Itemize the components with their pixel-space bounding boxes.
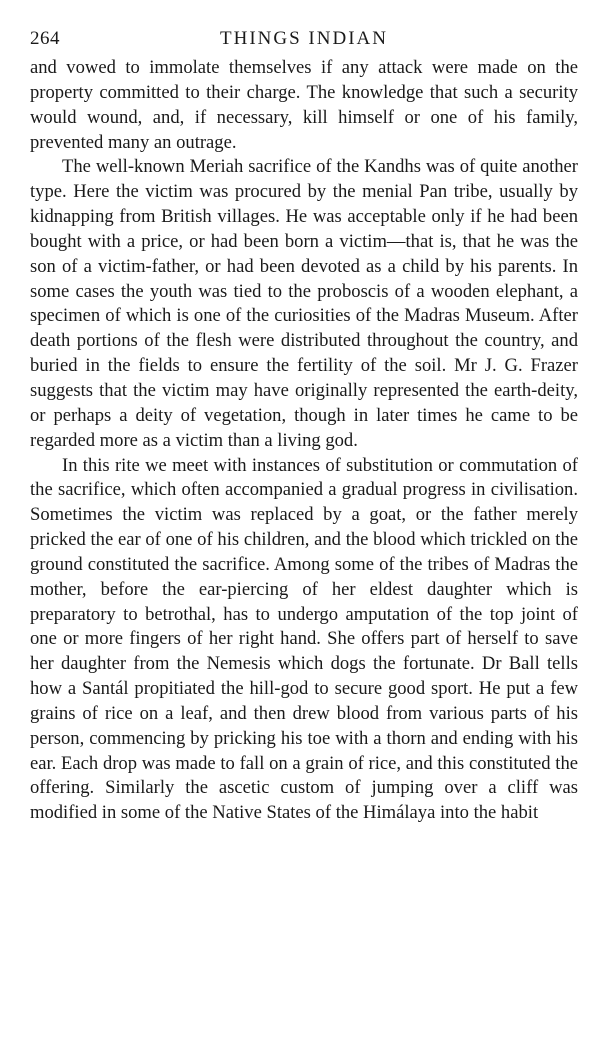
running-title: THINGS INDIAN — [220, 28, 388, 49]
paragraph-continuation: and vowed to immolate themselves if any attack were made on the property committed to their charge. The knowledge that such a security would wound, and, if necessary, kill himself or one of his family, prevented many an outrage. — [30, 57, 578, 153]
paragraph-substitution: In this rite we meet with instances of substitution or commutation of the sacrifice, which often accompanied a gradual progress in civilisation. Sometimes the victim was replaced by a goat, or the father merely pricked the ear of one of his children, and the blood which trickled on the ground constituted the sacrifice. Among some of the tribes of Madras the mother, before the ear-piercing of her eldest daughter which is preparatory to betrothal, has to undergo amputation of the top joint of one or more fingers of her right hand. She offers part of herself to save her daughter from the Nemesis which dogs the fortunate. Dr Ball tells how a Santál propitiated the hill-god to secure good sport. He put a few grains of rice on a leaf, and then drew blood from various parts of his person, commencing by pricking his toe with a thorn and ending with his ear. Each drop was made to fall on a grain of rice, and this constituted the offering. Similarly the ascetic custom of jumping over a cliff was modified in some of the Native States of the Himálaya into the habit — [30, 454, 578, 824]
page-number: 264 — [30, 28, 60, 49]
running-head — [30, 22, 578, 56]
paragraph-meriah-sacrifice: The well-known Meriah sacrifice of the Kandhs was of quite another type. Here the victim was procured by the menial Pan tribe, usually by kidnapping from British villages. He was acceptable only if he had been bought with a price, or had been born a victim—that is, that he was the son of a victim-father, or had been devoted as a child by his parents. In some cases the youth was tied to the proboscis of a wooden elephant, a specimen of which is one of the curiosities of the Madras Museum. After death portions of the flesh were distributed throughout the country, and buried in the fields to ensure the fertility of the soil. Mr J. G. Frazer suggests that the victim may have originally represented the earth-deity, or perhaps a deity of vegetation, though in later times he came to be regarded more as a victim than a living god. — [30, 156, 578, 451]
book-page — [30, 22, 578, 826]
body-text — [30, 56, 578, 826]
